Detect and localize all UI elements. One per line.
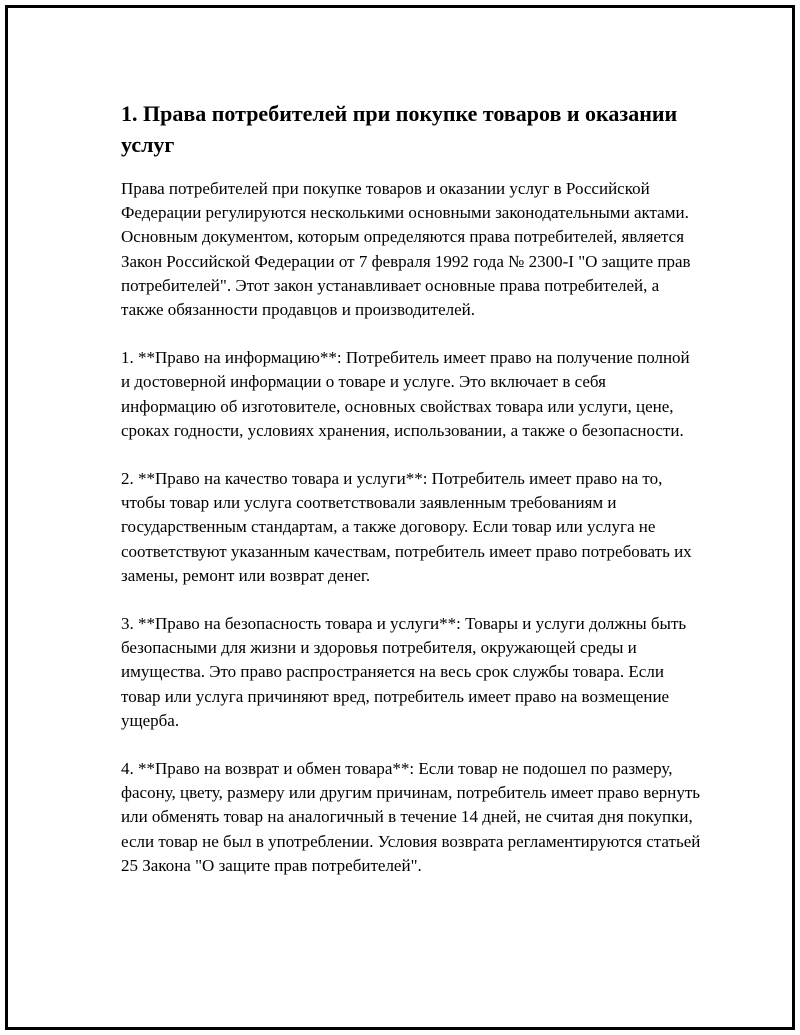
page-frame (5, 5, 795, 1030)
right-safety-paragraph: 3. **Право на безопасность товара и услуги**: Товары и услуги должны быть безопасными для жизни и здоровья потребителя, окружающей среды и имущества. Это право распространяется на весь срок службы товара. Если товар или услуга причиняют вред, потребитель имеет право на возмещение ущерба. (121, 614, 687, 730)
right-return-paragraph: 4. **Право на возврат и обмен товара**: Если товар не подошел по размеру, фасону, цвету, размеру или другим причинам, потребитель имеет право вернуть или обменять товар на аналогичный в течение 14 дней, не считая дня покупки, если товар не был в употреблении. Условия возврата регламентируются статьей 25 Закона "О защите прав потребителей". (121, 759, 701, 875)
document-body (121, 98, 701, 902)
right-quality-paragraph: 2. **Право на качество товара и услуги**: Потребитель имеет право на то, чтобы товар или услуга соответствовали заявленным требованиям и государственным стандартам, а также договору. Если товар или услуга не соответствуют указанным качествам, потребитель имеет право потребовать их замены, ремонт или возврат денег. (121, 469, 692, 585)
intro-paragraph: Права потребителей при покупке товаров и оказании услуг в Российской Федерации регулируются несколькими основными законодательными актами. Основным документом, которым определяются права потребителей, является Закон Российской Федерации от 7 февраля 1992 года № 2300-I "О защите прав потребителей". Этот закон устанавливает основные права потребителей, а также обязанности продавцов и производителей. (121, 179, 691, 320)
right-information-paragraph: 1. **Право на информацию**: Потребитель имеет право на получение полной и достоверной информации о товаре и услуге. Это включает в себя информацию об изготовителе, основных свойствах товара или услуги, цене, сроках годности, условиях хранения, использовании, а также о безопасности. (121, 348, 690, 440)
section-title: 1. Права потребителей при покупке товаров и оказании услуг (121, 101, 678, 157)
